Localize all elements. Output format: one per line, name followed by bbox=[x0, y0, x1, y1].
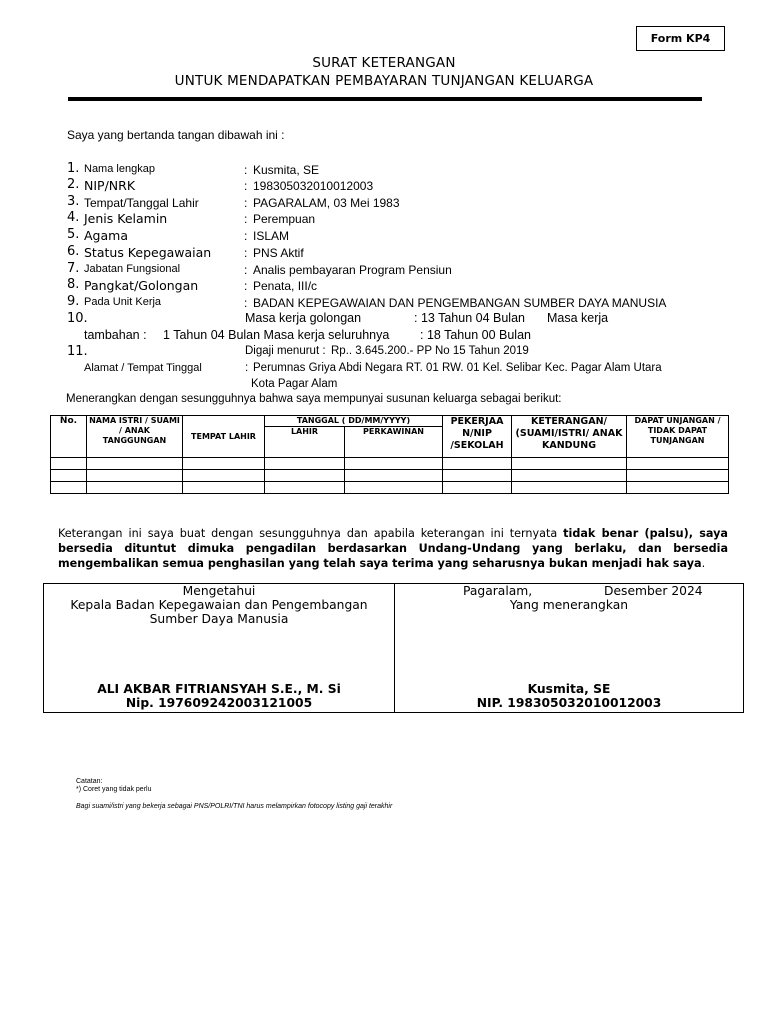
item-value: 1 Tahun 04 Bulan Masa kerja seluruhnya bbox=[163, 328, 390, 342]
item-colon: : bbox=[244, 212, 248, 226]
item-number: 2. bbox=[67, 177, 80, 192]
item-value: : 18 Tahun 00 Bulan bbox=[420, 328, 531, 342]
col-header-tanggal: TANGGAL ( DD/MM/YYYY) bbox=[265, 416, 443, 427]
notes-heading: Catatan: bbox=[76, 778, 103, 785]
item-colon: : bbox=[244, 163, 248, 177]
document-subtitle: UNTUK MENDAPATKAN PEMBAYARAN TUNJANGAN KELUARGA bbox=[174, 73, 594, 89]
item-label: Nama lengkap bbox=[84, 163, 155, 175]
note-2: Bagi suami/istri yang bekerja sebagai PNS/POLRI/TNI harus melampirkan fotocopy listing gaji terakhir bbox=[76, 803, 393, 810]
item-colon: : bbox=[244, 229, 248, 243]
col-header-perkawinan: PERKAWINAN bbox=[345, 427, 443, 458]
document-title: SURAT KETERANGAN bbox=[312, 55, 456, 71]
table-row bbox=[51, 482, 729, 494]
item-label: Jenis Kelamin bbox=[84, 211, 168, 226]
item-label: Alamat / Tempat Tinggal bbox=[84, 362, 202, 374]
sign-left-nip: Nip. 197609242003121005 bbox=[125, 696, 313, 710]
col-header-tempat: TEMPAT LAHIR bbox=[183, 416, 265, 458]
item-colon: : bbox=[244, 246, 248, 260]
family-intro: Menerangkan dengan sesungguhnya bahwa saya mempunyai susunan keluarga sebagai berikut: bbox=[66, 393, 562, 405]
item-number: 11. bbox=[67, 344, 88, 359]
item-value: BADAN KEPEGAWAIAN DAN PENGEMBANGAN SUMBER DAYA MANUSIA bbox=[253, 296, 667, 310]
item-label: NIP/NRK bbox=[84, 178, 136, 193]
sign-place: Pagaralam, bbox=[463, 584, 533, 598]
item-label: Jabatan Fungsional bbox=[84, 263, 181, 275]
item-label: Digaji menurut : bbox=[245, 345, 326, 357]
item-label: Agama bbox=[84, 228, 128, 243]
item-value: Analis pembayaran Program Pensiun bbox=[253, 263, 452, 277]
family-table bbox=[50, 415, 729, 494]
sign-right-name: Kusmita, SE bbox=[527, 682, 611, 696]
statement-end: . bbox=[701, 557, 706, 570]
item-value: Rp.. 3.645.200.- PP No 15 Tahun 2019 bbox=[331, 345, 529, 357]
sign-left-line3: Sumber Daya Manusia bbox=[149, 612, 289, 626]
note-1: *) Coret yang tidak perlu bbox=[76, 786, 152, 793]
title-rule bbox=[68, 97, 702, 101]
sign-left-name: ALI AKBAR FITRIANSYAH S.E., M. Si bbox=[97, 682, 341, 696]
item-number: 1. bbox=[67, 161, 80, 176]
item-value: Perempuan bbox=[253, 212, 316, 226]
sign-left-line2: Kepala Badan Kepegawaian dan Pengembangan bbox=[70, 598, 368, 612]
table-row bbox=[51, 470, 729, 482]
item-colon: : bbox=[244, 179, 248, 193]
item-label: Pada Unit Kerja bbox=[84, 296, 162, 308]
item-label: Pangkat/Golongan bbox=[84, 278, 199, 293]
item-colon: : bbox=[244, 296, 248, 310]
item-number: 10. bbox=[67, 311, 88, 326]
item-value: 198305032010012003 bbox=[253, 179, 374, 193]
item-number: 3. bbox=[67, 194, 80, 209]
intro-text: Saya yang bertanda tangan dibawah ini : bbox=[67, 128, 285, 142]
col-header-dapat: DAPAT UNJANGAN / TIDAK DAPAT TUNJANGAN bbox=[627, 416, 729, 458]
signature-left bbox=[44, 584, 395, 712]
item-colon: : bbox=[244, 263, 248, 277]
item-colon: : bbox=[245, 362, 249, 374]
sign-right-line2: Yang menerangkan bbox=[509, 598, 629, 612]
item-number: 9. bbox=[67, 294, 80, 309]
item-number: 7. bbox=[67, 261, 80, 276]
item-number: 6. bbox=[67, 244, 80, 259]
col-header-no: No. bbox=[51, 416, 87, 458]
table-row bbox=[51, 458, 729, 470]
item-label: Masa kerja golongan bbox=[245, 311, 362, 325]
item-value: : 13 Tahun 04 Bulan bbox=[414, 311, 525, 325]
item-value: Kusmita, SE bbox=[253, 163, 320, 177]
form-code-box: Form KP4 bbox=[636, 26, 725, 51]
item-value: PNS Aktif bbox=[253, 246, 304, 260]
item-colon: : bbox=[244, 196, 248, 210]
col-header-nama: NAMA ISTRI / SUAMI / ANAK TANGGUNGAN bbox=[87, 416, 183, 458]
statement-text: Keterangan ini saya buat dengan sesungguhnya dan apabila keterangan ini ternyata bbox=[58, 527, 564, 540]
statement-paragraph bbox=[58, 526, 728, 571]
item-label: tambahan : bbox=[84, 328, 147, 342]
item-number: 4. bbox=[67, 210, 80, 225]
sign-right-nip: NIP. 198305032010012003 bbox=[476, 696, 662, 710]
col-header-pekerjaan: PEKERJAA N/NIP /SEKOLAH bbox=[443, 416, 512, 458]
signature-right bbox=[395, 584, 743, 712]
statement-bold-text: tidak benar (palsu), saya bersedia dituntut dimuka pengadilan berdasarkan Undang-Undang yang berlaku, dan bersedia mengembalikan semua penghasilan yang telah saya terima yang seharusnya bukan menjadi hak saya bbox=[58, 527, 728, 570]
sign-date: Desember 2024 bbox=[604, 584, 703, 598]
item-value: Perumnas Griya Abdi Negara RT. 01 RW. 01 Kel. Selibar Kec. Pagar Alam Utara bbox=[253, 362, 662, 374]
item-label: Tempat/Tanggal Lahir bbox=[84, 196, 199, 210]
item-label: Masa kerja bbox=[547, 311, 609, 325]
item-value: Kota Pagar Alam bbox=[251, 378, 338, 390]
sign-left-line1: Mengetahui bbox=[182, 584, 256, 598]
item-value: PAGARALAM, 03 Mei 1983 bbox=[253, 196, 400, 210]
col-header-lahir: LAHIR bbox=[265, 427, 345, 458]
item-number: 5. bbox=[67, 227, 80, 242]
item-value: ISLAM bbox=[253, 229, 290, 243]
item-value: Penata, III/c bbox=[253, 279, 318, 293]
item-label: Status Kepegawaian bbox=[84, 245, 212, 260]
item-colon: : bbox=[244, 279, 248, 293]
signature-block bbox=[43, 583, 744, 713]
col-header-keterangan: KETERANGAN/ (SUAMI/ISTRI/ ANAK KANDUNG bbox=[512, 416, 627, 458]
item-number: 8. bbox=[67, 277, 80, 292]
